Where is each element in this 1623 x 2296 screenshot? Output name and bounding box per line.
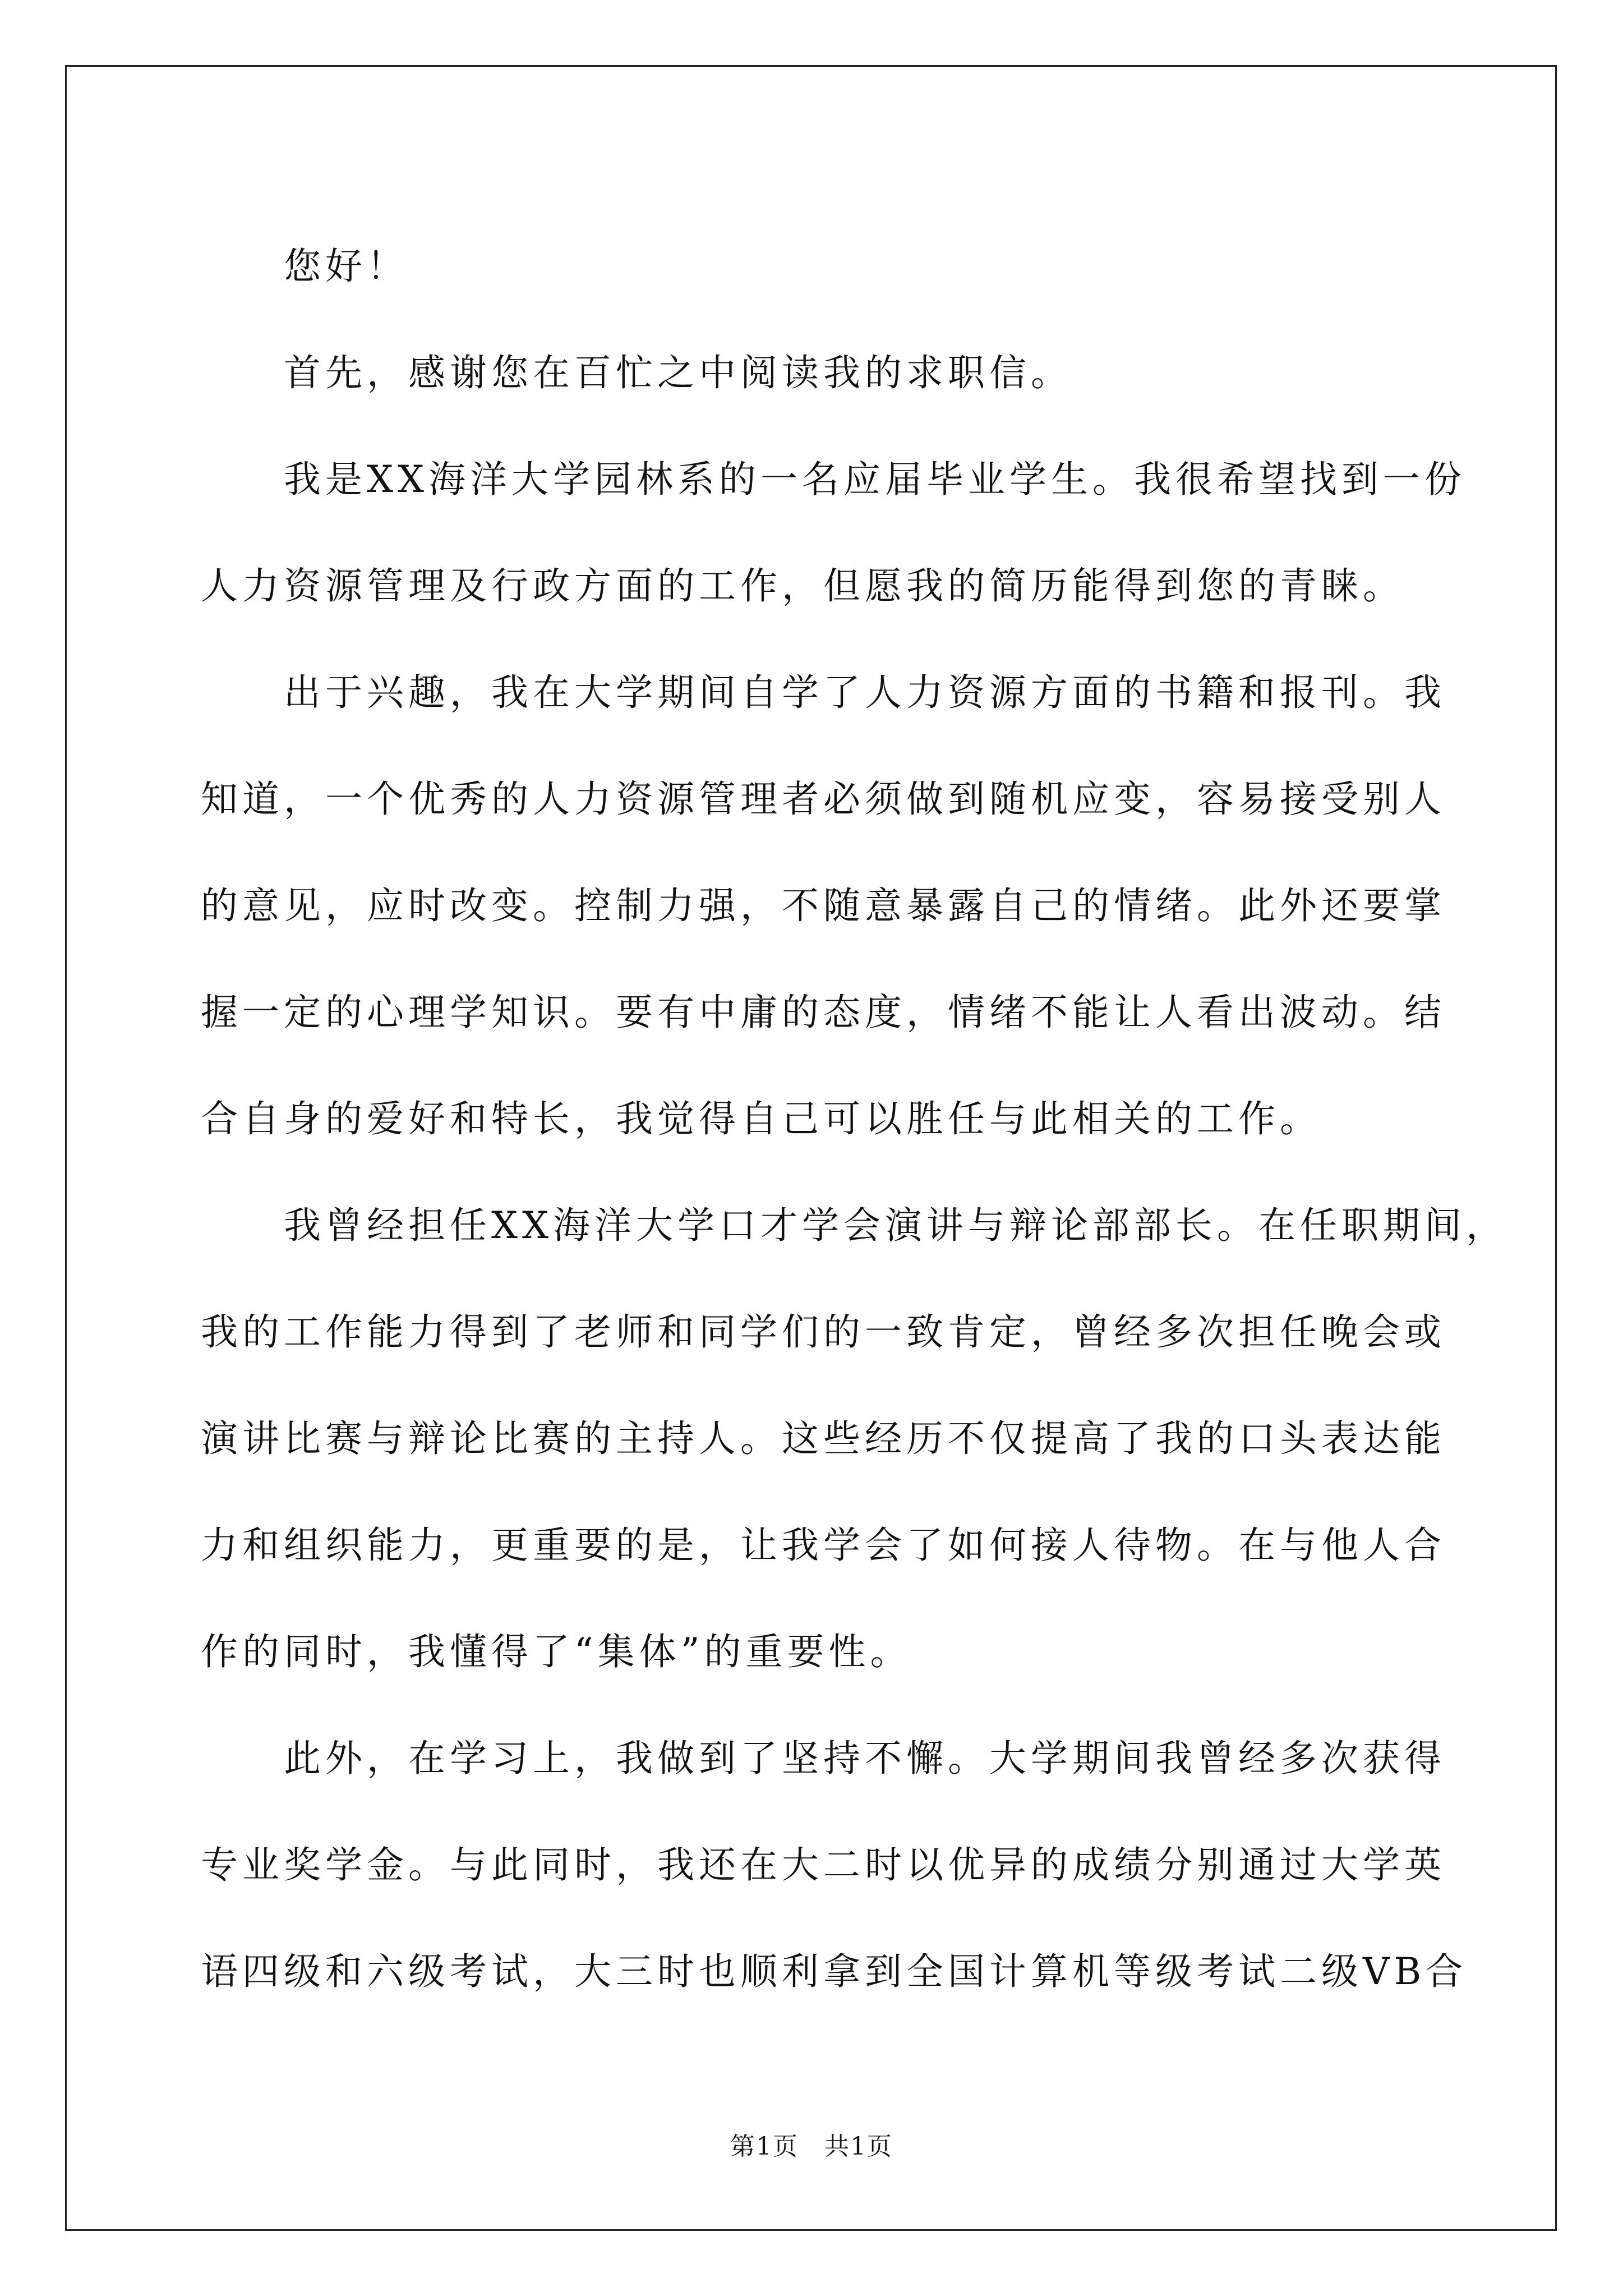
page-number: 第1页 共1页 [730, 2132, 893, 2161]
letter-body [201, 213, 1507, 2025]
text-line: 的意见，应时改变。控制力强，不随意暴露自己的情绪。此外还要掌 [201, 884, 1446, 927]
text-line: 知道，一个优秀的人力资源管理者必须做到随机应变，容易接受别人 [201, 777, 1446, 821]
text-line: 此外，在学习上，我做到了坚持不懈。大学期间我曾经多次获得 [284, 1737, 1446, 1780]
text-line: 作的同时，我懂得了“集体”的重要性。 [201, 1630, 912, 1673]
text-line: 首先，感谢您在百忙之中阅读我的求职信。 [284, 351, 1072, 394]
text-line: 力和组织能力，更重要的是，让我学会了如何接人待物。在与他人合 [201, 1524, 1446, 1567]
text-line: 出于兴趣，我在大学期间自学了人力资源方面的书籍和报刊。我 [284, 671, 1446, 714]
text-line: 合自身的爱好和特长，我觉得自己可以胜任与此相关的工作。 [201, 1097, 1321, 1140]
text-line: 我曾经担任XX海洋大学口才学会演讲与辩论部部长。在任职期间， [284, 1204, 1507, 1247]
text-line: 我的工作能力得到了老师和同学们的一致肯定，曾经多次担任晚会或 [201, 1310, 1446, 1354]
text-line: 人力资源管理及行政方面的工作，但愿我的简历能得到您的青睐。 [201, 564, 1404, 608]
greeting-line: 您好！ [284, 245, 408, 288]
text-line: 握一定的心理学知识。要有中庸的态度，情绪不能让人看出波动。结 [201, 991, 1446, 1034]
text-line: 语四级和六级考试，大三时也顺利拿到全国计算机等级考试二级VB合 [201, 1950, 1468, 1993]
text-line: 演讲比赛与辩论比赛的主持人。这些经历不仅提高了我的口头表达能 [201, 1417, 1446, 1460]
text-line: 我是XX海洋大学园林系的一名应届毕业学生。我很希望找到一份 [284, 458, 1466, 501]
text-line: 专业奖学金。与此同时，我还在大二时以优异的成绩分别通过大学英 [201, 1843, 1446, 1887]
